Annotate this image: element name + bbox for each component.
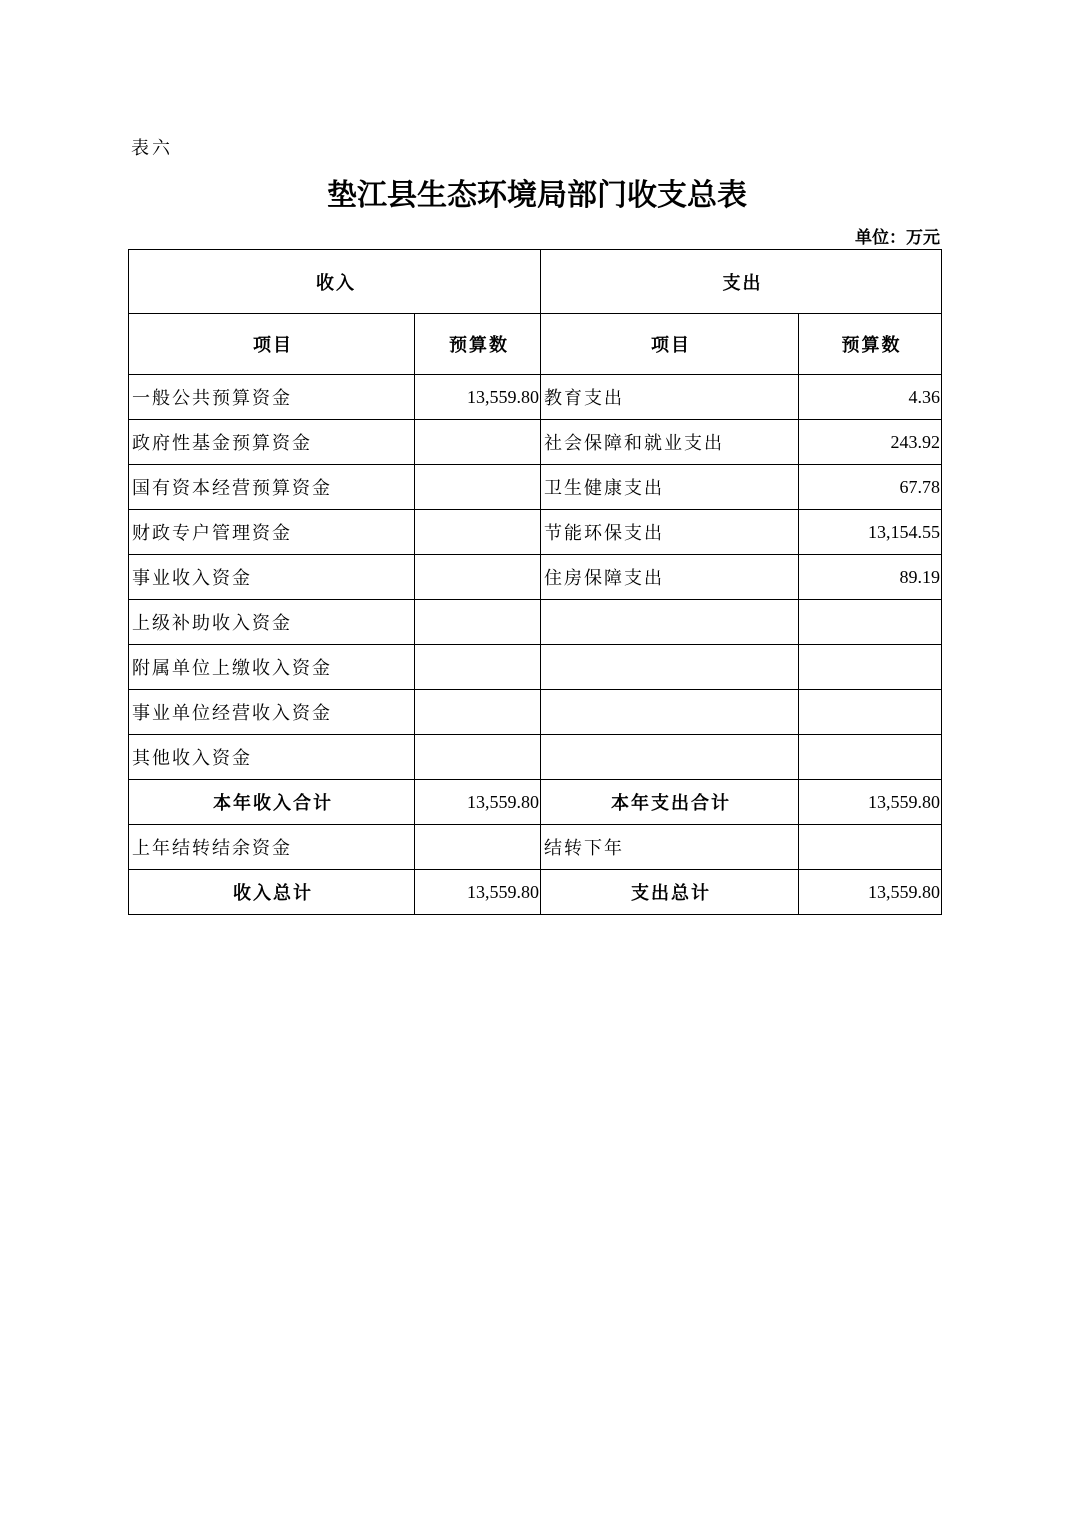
income-amount: [415, 465, 541, 510]
income-year-total-label: 本年收入合计: [129, 780, 415, 825]
income-amount: [415, 735, 541, 780]
expense-amount: 243.92: [799, 420, 942, 465]
income-grand-total-amount: 13,559.80: [415, 870, 541, 915]
income-item: 其他收入资金: [129, 735, 415, 780]
expense-item: 卫生健康支出: [541, 465, 799, 510]
table-row: [129, 465, 942, 510]
expense-grand-total-label: 支出总计: [541, 870, 799, 915]
expense-item: [541, 600, 799, 645]
income-amount-header: 预算数: [415, 314, 541, 375]
table-row: [129, 555, 942, 600]
expense-carryover-label: 结转下年: [541, 825, 799, 870]
income-year-total-amount: 13,559.80: [415, 780, 541, 825]
table-row: [129, 600, 942, 645]
grand-total-row: [129, 870, 942, 915]
income-item: 政府性基金预算资金: [129, 420, 415, 465]
income-item: 事业单位经营收入资金: [129, 690, 415, 735]
income-item: 一般公共预算资金: [129, 375, 415, 420]
expense-group-header: 支出: [541, 250, 942, 314]
expense-amount: [799, 690, 942, 735]
expense-item: 教育支出: [541, 375, 799, 420]
income-item: 国有资本经营预算资金: [129, 465, 415, 510]
expense-item: [541, 735, 799, 780]
income-amount: [415, 645, 541, 690]
income-amount: [415, 510, 541, 555]
income-grand-total-label: 收入总计: [129, 870, 415, 915]
expense-amount: [799, 645, 942, 690]
unit-label: 单位：万元: [855, 228, 940, 248]
group-header-row: [129, 250, 942, 314]
expense-amount: [799, 735, 942, 780]
income-amount: [415, 420, 541, 465]
table-row: [129, 645, 942, 690]
expense-year-total-label: 本年支出合计: [541, 780, 799, 825]
table-row: [129, 420, 942, 465]
page-title: 垫江县生态环境局部门收支总表: [327, 178, 747, 213]
expense-carryover-amount: [799, 825, 942, 870]
income-carryover-amount: [415, 825, 541, 870]
expense-amount: [799, 600, 942, 645]
expense-item: [541, 690, 799, 735]
expense-item: [541, 645, 799, 690]
income-amount: [415, 555, 541, 600]
expense-item-header: 项目: [541, 314, 799, 375]
income-carryover-label: 上年结转结余资金: [129, 825, 415, 870]
expense-grand-total-amount: 13,559.80: [799, 870, 942, 915]
income-amount: [415, 600, 541, 645]
year-total-row: [129, 780, 942, 825]
expense-amount: 4.36: [799, 375, 942, 420]
income-item: 上级补助收入资金: [129, 600, 415, 645]
expense-amount: 89.19: [799, 555, 942, 600]
table-tag: 表六: [131, 138, 173, 159]
column-header-row: [129, 314, 942, 375]
expense-item: 节能环保支出: [541, 510, 799, 555]
income-group-header: 收入: [129, 250, 541, 314]
income-item-header: 项目: [129, 314, 415, 375]
expense-amount: 67.78: [799, 465, 942, 510]
expense-year-total-amount: 13,559.80: [799, 780, 942, 825]
carryover-row: [129, 825, 942, 870]
income-amount: [415, 690, 541, 735]
table-row: [129, 690, 942, 735]
income-item: 财政专户管理资金: [129, 510, 415, 555]
table-row: [129, 375, 942, 420]
table-row: [129, 510, 942, 555]
budget-summary-table: [128, 249, 942, 915]
income-item: 附属单位上缴收入资金: [129, 645, 415, 690]
expense-amount-header: 预算数: [799, 314, 942, 375]
income-item: 事业收入资金: [129, 555, 415, 600]
expense-amount: 13,154.55: [799, 510, 942, 555]
table-row: [129, 735, 942, 780]
income-amount: 13,559.80: [415, 375, 541, 420]
expense-item: 社会保障和就业支出: [541, 420, 799, 465]
expense-item: 住房保障支出: [541, 555, 799, 600]
